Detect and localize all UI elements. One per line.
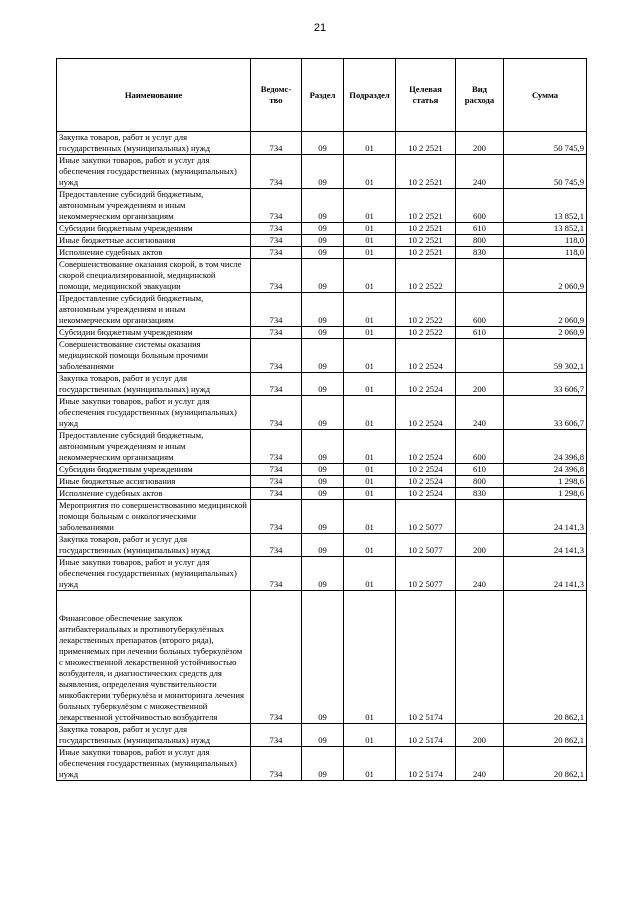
row-subsection: 01 [344, 293, 396, 327]
row-amount: 2 060,9 [504, 259, 587, 293]
row-section: 09 [302, 396, 344, 430]
table-row [57, 557, 587, 591]
row-subsection: 01 [344, 724, 396, 747]
row-exp-type: 610 [456, 223, 504, 235]
row-amount: 24 141,3 [504, 557, 587, 591]
row-exp-type: 600 [456, 293, 504, 327]
row-amount: 1 298,6 [504, 476, 587, 488]
row-dept: 734 [251, 223, 302, 235]
row-target: 10 2 5174 [396, 724, 456, 747]
row-name: Предоставление субсидий бюджетным, автономным учреждениям и иным некоммерческим организациям [57, 430, 251, 464]
row-name: Закупка товаров, работ и услуг для государственных (муниципальных) нужд [57, 132, 251, 155]
table-row [57, 476, 587, 488]
row-amount: 13 852,1 [504, 223, 587, 235]
row-dept: 734 [251, 373, 302, 396]
row-target: 10 2 2524 [396, 373, 456, 396]
row-dept: 734 [251, 132, 302, 155]
row-dept: 734 [251, 396, 302, 430]
table-row [57, 396, 587, 430]
table-row [57, 189, 587, 223]
table-row [57, 464, 587, 476]
row-target: 10 2 5174 [396, 747, 456, 781]
row-target: 10 2 2522 [396, 259, 456, 293]
row-exp-type [456, 591, 504, 724]
row-section: 09 [302, 189, 344, 223]
table-row [57, 534, 587, 557]
row-dept: 734 [251, 500, 302, 534]
row-amount: 13 852,1 [504, 189, 587, 223]
row-dept: 734 [251, 488, 302, 500]
row-exp-type: 240 [456, 557, 504, 591]
row-subsection: 01 [344, 189, 396, 223]
row-subsection: 01 [344, 396, 396, 430]
row-amount: 50 745,9 [504, 132, 587, 155]
row-subsection: 01 [344, 247, 396, 259]
table-row [57, 747, 587, 781]
row-name: Финансовое обеспечение закупок антибактериальных и противотуберкулёзных лекарственных препаратов (второго ряда), применяемых при лечении больных туберкулёзом с множественной лекарственной устойчивостью возбудителя, и диагностических средств для выявления, определения чувствительности микобактерии туберкулёза и мониторинга лечения больных туберкулёзом с множественной лекарственной устойчивостью возбудителя [57, 591, 251, 724]
row-target: 10 2 2524 [396, 430, 456, 464]
header-amount: Сумма [504, 59, 587, 132]
row-name: Субсидии бюджетным учреждениям [57, 464, 251, 476]
row-target: 10 2 2522 [396, 293, 456, 327]
row-exp-type: 610 [456, 327, 504, 339]
row-section: 09 [302, 747, 344, 781]
row-amount: 20 862,1 [504, 747, 587, 781]
row-exp-type: 600 [456, 189, 504, 223]
row-subsection: 01 [344, 430, 396, 464]
row-section: 09 [302, 488, 344, 500]
row-dept: 734 [251, 259, 302, 293]
row-name: Предоставление субсидий бюджетным, автономным учреждениям и иным некоммерческим организациям [57, 293, 251, 327]
row-section: 09 [302, 476, 344, 488]
table-row [57, 293, 587, 327]
row-exp-type [456, 339, 504, 373]
row-target: 10 2 2521 [396, 189, 456, 223]
row-exp-type: 240 [456, 396, 504, 430]
row-target: 10 2 2524 [396, 339, 456, 373]
table-row [57, 724, 587, 747]
row-section: 09 [302, 235, 344, 247]
row-name: Иные закупки товаров, работ и услуг для обеспечения государственных (муниципальных) нужд [57, 557, 251, 591]
row-amount: 2 060,9 [504, 293, 587, 327]
row-name: Иные бюджетные ассигнования [57, 476, 251, 488]
table-row [57, 373, 587, 396]
row-target: 10 2 2521 [396, 247, 456, 259]
row-dept: 734 [251, 293, 302, 327]
row-amount: 118,0 [504, 247, 587, 259]
table-row [57, 155, 587, 189]
row-section: 09 [302, 724, 344, 747]
row-exp-type: 830 [456, 488, 504, 500]
row-subsection: 01 [344, 327, 396, 339]
row-exp-type: 830 [456, 247, 504, 259]
header-subsection: Подраздел [344, 59, 396, 132]
row-dept: 734 [251, 557, 302, 591]
row-subsection: 01 [344, 132, 396, 155]
table-row [57, 223, 587, 235]
row-name: Субсидии бюджетным учреждениям [57, 223, 251, 235]
row-dept: 734 [251, 747, 302, 781]
row-target: 10 2 2522 [396, 327, 456, 339]
table-row [57, 339, 587, 373]
row-exp-type: 200 [456, 724, 504, 747]
row-section: 09 [302, 430, 344, 464]
table-row [57, 235, 587, 247]
row-section: 09 [302, 500, 344, 534]
row-name: Закупка товаров, работ и услуг для государственных (муниципальных) нужд [57, 373, 251, 396]
row-section: 09 [302, 327, 344, 339]
page-number: 21 [313, 22, 327, 34]
table-row [57, 327, 587, 339]
row-subsection: 01 [344, 235, 396, 247]
row-dept: 734 [251, 476, 302, 488]
row-target: 10 2 5077 [396, 557, 456, 591]
row-dept: 734 [251, 155, 302, 189]
row-section: 09 [302, 591, 344, 724]
row-name: Субсидии бюджетным учреждениям [57, 327, 251, 339]
row-section: 09 [302, 155, 344, 189]
row-amount: 24 396,8 [504, 430, 587, 464]
row-target: 10 2 5174 [396, 591, 456, 724]
row-dept: 734 [251, 430, 302, 464]
table-row [57, 430, 587, 464]
row-target: 10 2 2524 [396, 396, 456, 430]
row-section: 09 [302, 557, 344, 591]
row-name: Иные закупки товаров, работ и услуг для обеспечения государственных (муниципальных) нужд [57, 747, 251, 781]
header-dept: Ведомс- тво [251, 59, 302, 132]
row-subsection: 01 [344, 223, 396, 235]
row-amount: 33 606,7 [504, 396, 587, 430]
row-amount: 20 862,1 [504, 724, 587, 747]
budget-table [56, 58, 587, 781]
row-subsection: 01 [344, 155, 396, 189]
header-target: Целевая статья [396, 59, 456, 132]
header-exp-type: Вид расхода [456, 59, 504, 132]
row-dept: 734 [251, 247, 302, 259]
row-exp-type [456, 259, 504, 293]
row-section: 09 [302, 259, 344, 293]
row-exp-type: 240 [456, 747, 504, 781]
table-row [57, 247, 587, 259]
row-section: 09 [302, 247, 344, 259]
row-name: Совершенствование оказания скорой, в том числе скорой специализированной, медицинской помощи, медицинской эвакуации [57, 259, 251, 293]
row-subsection: 01 [344, 747, 396, 781]
row-target: 10 2 2524 [396, 476, 456, 488]
row-name: Исполнение судебных актов [57, 488, 251, 500]
row-name: Закупка товаров, работ и услуг для государственных (муниципальных) нужд [57, 534, 251, 557]
row-exp-type: 800 [456, 476, 504, 488]
row-name: Мероприятия по совершенствованию медицинской помощи больным с онкологическими заболеваниями [57, 500, 251, 534]
row-subsection: 01 [344, 534, 396, 557]
row-amount: 24 141,3 [504, 500, 587, 534]
row-dept: 734 [251, 464, 302, 476]
row-name: Закупка товаров, работ и услуг для государственных (муниципальных) нужд [57, 724, 251, 747]
row-amount: 1 298,6 [504, 488, 587, 500]
row-amount: 50 745,9 [504, 155, 587, 189]
row-exp-type: 610 [456, 464, 504, 476]
row-dept: 734 [251, 327, 302, 339]
row-section: 09 [302, 534, 344, 557]
row-target: 10 2 2521 [396, 155, 456, 189]
row-subsection: 01 [344, 464, 396, 476]
row-amount: 24 141,3 [504, 534, 587, 557]
row-dept: 734 [251, 339, 302, 373]
row-subsection: 01 [344, 476, 396, 488]
row-subsection: 01 [344, 373, 396, 396]
row-target: 10 2 2521 [396, 132, 456, 155]
row-dept: 734 [251, 591, 302, 724]
row-target: 10 2 2521 [396, 235, 456, 247]
row-target: 10 2 2524 [396, 464, 456, 476]
row-amount: 33 606,7 [504, 373, 587, 396]
row-dept: 734 [251, 189, 302, 223]
row-amount: 59 302,1 [504, 339, 587, 373]
row-subsection: 01 [344, 339, 396, 373]
row-amount: 2 060,9 [504, 327, 587, 339]
table-row [57, 591, 587, 724]
row-section: 09 [302, 373, 344, 396]
row-section: 09 [302, 464, 344, 476]
table-row [57, 488, 587, 500]
row-subsection: 01 [344, 500, 396, 534]
row-exp-type [456, 500, 504, 534]
row-name: Предоставление субсидий бюджетным, автономным учреждениям и иным некоммерческим организациям [57, 189, 251, 223]
table-row [57, 132, 587, 155]
row-dept: 734 [251, 235, 302, 247]
table-header-row [57, 59, 587, 132]
row-exp-type: 600 [456, 430, 504, 464]
row-section: 09 [302, 293, 344, 327]
row-amount: 24 396,8 [504, 464, 587, 476]
row-subsection: 01 [344, 259, 396, 293]
table-row [57, 259, 587, 293]
row-name: Иные закупки товаров, работ и услуг для обеспечения государственных (муниципальных) нужд [57, 396, 251, 430]
row-amount: 20 862,1 [504, 591, 587, 724]
row-name: Иные бюджетные ассигнования [57, 235, 251, 247]
row-name: Исполнение судебных актов [57, 247, 251, 259]
row-exp-type: 200 [456, 132, 504, 155]
table-row [57, 500, 587, 534]
header-name: Наименование [57, 59, 251, 132]
row-name: Иные закупки товаров, работ и услуг для обеспечения государственных (муниципальных) нужд [57, 155, 251, 189]
row-amount: 118,0 [504, 235, 587, 247]
row-subsection: 01 [344, 591, 396, 724]
row-subsection: 01 [344, 557, 396, 591]
row-exp-type: 200 [456, 373, 504, 396]
row-target: 10 2 2521 [396, 223, 456, 235]
header-section: Раздел [302, 59, 344, 132]
row-target: 10 2 5077 [396, 534, 456, 557]
row-section: 09 [302, 223, 344, 235]
row-exp-type: 200 [456, 534, 504, 557]
row-dept: 734 [251, 724, 302, 747]
row-dept: 734 [251, 534, 302, 557]
row-exp-type: 800 [456, 235, 504, 247]
row-exp-type: 240 [456, 155, 504, 189]
row-target: 10 2 2524 [396, 488, 456, 500]
row-name: Совершенствование системы оказания медицинской помощи больным прочими заболеваниями [57, 339, 251, 373]
row-subsection: 01 [344, 488, 396, 500]
row-target: 10 2 5077 [396, 500, 456, 534]
row-section: 09 [302, 132, 344, 155]
row-section: 09 [302, 339, 344, 373]
